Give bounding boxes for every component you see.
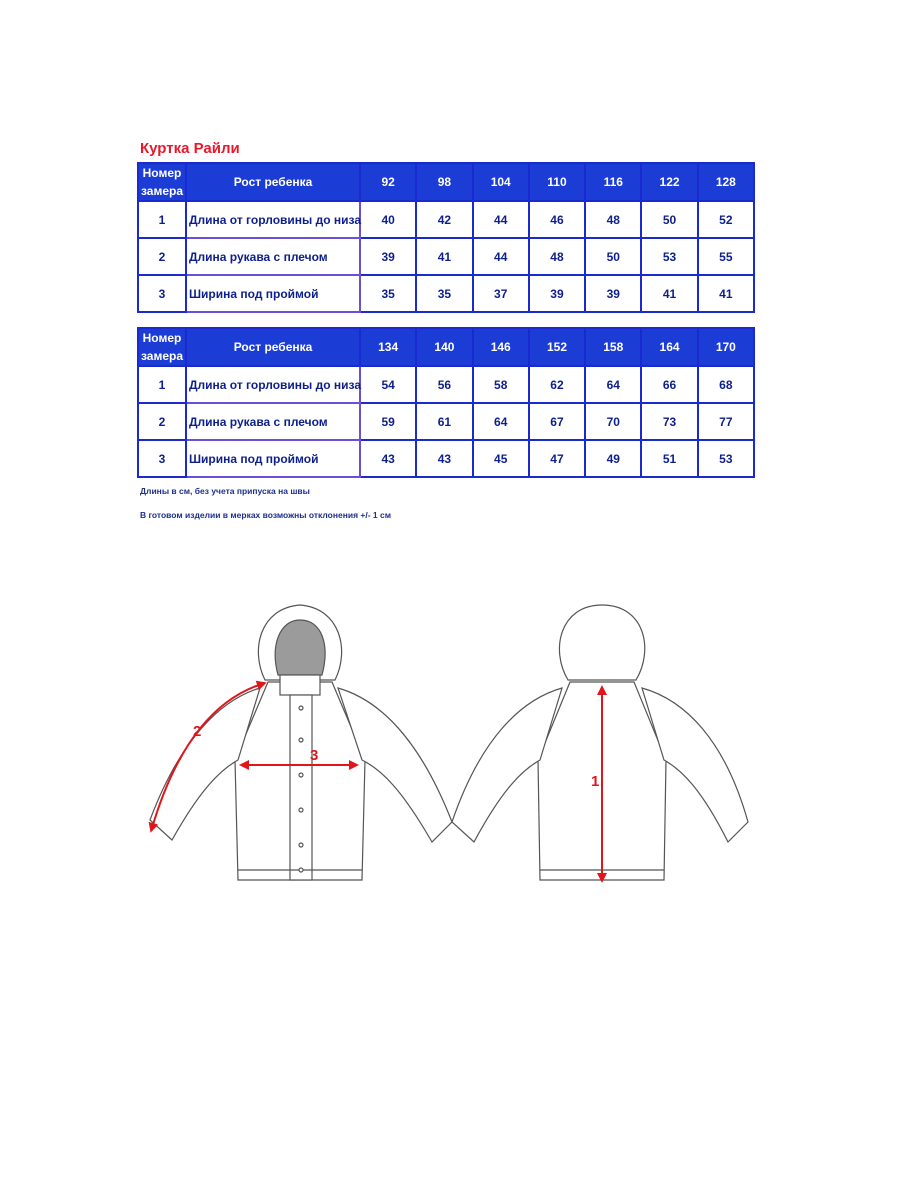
value-cell: 43 (360, 440, 416, 477)
table-row (138, 403, 754, 440)
jacket-back-sketch (452, 605, 748, 880)
table-header-row (138, 163, 754, 201)
size-cell: 92 (360, 163, 416, 201)
size-cell: 170 (698, 328, 754, 366)
value-cell: 43 (416, 440, 472, 477)
table-row (138, 238, 754, 275)
value-cell: 77 (698, 403, 754, 440)
value-cell: 64 (585, 366, 641, 403)
value-cell: 37 (473, 275, 529, 312)
measure-number: 2 (138, 238, 186, 275)
value-cell: 59 (360, 403, 416, 440)
measure-number: 1 (138, 366, 186, 403)
jacket-front-sketch (150, 605, 452, 880)
measure-label: Ширина под проймой (186, 275, 360, 312)
value-cell: 53 (698, 440, 754, 477)
value-cell: 50 (641, 201, 697, 238)
size-table-1 (137, 162, 755, 313)
size-cell: 98 (416, 163, 472, 201)
length-marker-label: 1 (591, 773, 600, 790)
value-cell: 47 (529, 440, 585, 477)
size-cell: 146 (473, 328, 529, 366)
value-cell: 68 (698, 366, 754, 403)
size-cell: 164 (641, 328, 697, 366)
value-cell: 42 (416, 201, 472, 238)
value-cell: 39 (529, 275, 585, 312)
jacket-measurement-diagram (140, 590, 760, 900)
value-cell: 48 (529, 238, 585, 275)
value-cell: 58 (473, 366, 529, 403)
size-cell: 158 (585, 328, 641, 366)
value-cell: 49 (585, 440, 641, 477)
header-number-label: Номер замера (138, 328, 186, 366)
value-cell: 35 (360, 275, 416, 312)
value-cell: 51 (641, 440, 697, 477)
size-cell: 116 (585, 163, 641, 201)
value-cell: 44 (473, 201, 529, 238)
value-cell: 66 (641, 366, 697, 403)
measure-number: 3 (138, 440, 186, 477)
value-cell: 39 (585, 275, 641, 312)
measure-label: Длина от горловины до низа (186, 201, 360, 238)
value-cell: 48 (585, 201, 641, 238)
header-number-label: Номер замера (138, 163, 186, 201)
value-cell: 64 (473, 403, 529, 440)
measure-label: Длина от горловины до низа (186, 366, 360, 403)
value-cell: 50 (585, 238, 641, 275)
header-height-label: Рост ребенка (186, 328, 360, 366)
measure-label: Длина рукава с плечом (186, 238, 360, 275)
value-cell: 61 (416, 403, 472, 440)
header-height-label: Рост ребенка (186, 163, 360, 201)
value-cell: 35 (416, 275, 472, 312)
value-cell: 73 (641, 403, 697, 440)
table-row (138, 440, 754, 477)
size-cell: 122 (641, 163, 697, 201)
value-cell: 55 (698, 238, 754, 275)
table-row (138, 366, 754, 403)
table-row (138, 275, 754, 312)
value-cell: 54 (360, 366, 416, 403)
value-cell: 41 (698, 275, 754, 312)
measure-number: 3 (138, 275, 186, 312)
size-table-2 (137, 327, 755, 478)
size-cell: 140 (416, 328, 472, 366)
size-cell: 128 (698, 163, 754, 201)
value-cell: 44 (473, 238, 529, 275)
measure-number: 2 (138, 403, 186, 440)
size-cell: 134 (360, 328, 416, 366)
value-cell: 70 (585, 403, 641, 440)
size-cell: 110 (529, 163, 585, 201)
note-seam-allowance: Длины в см, без учета припуска на швы (140, 486, 310, 496)
value-cell: 40 (360, 201, 416, 238)
value-cell: 45 (473, 440, 529, 477)
note-tolerance: В готовом изделии в мерках возможны отклонения +/- 1 см (140, 510, 392, 520)
size-cell: 152 (529, 328, 585, 366)
product-title: Куртка Райли (140, 140, 240, 157)
size-cell: 104 (473, 163, 529, 201)
value-cell: 62 (529, 366, 585, 403)
measure-label: Ширина под проймой (186, 440, 360, 477)
measure-label: Длина рукава с плечом (186, 403, 360, 440)
value-cell: 41 (416, 238, 472, 275)
width-marker-label: 3 (310, 747, 319, 764)
table-header-row (138, 328, 754, 366)
value-cell: 53 (641, 238, 697, 275)
value-cell: 56 (416, 366, 472, 403)
value-cell: 52 (698, 201, 754, 238)
value-cell: 39 (360, 238, 416, 275)
value-cell: 41 (641, 275, 697, 312)
measure-number: 1 (138, 201, 186, 238)
value-cell: 46 (529, 201, 585, 238)
table-row (138, 201, 754, 238)
value-cell: 67 (529, 403, 585, 440)
sleeve-marker-label: 2 (193, 723, 202, 740)
